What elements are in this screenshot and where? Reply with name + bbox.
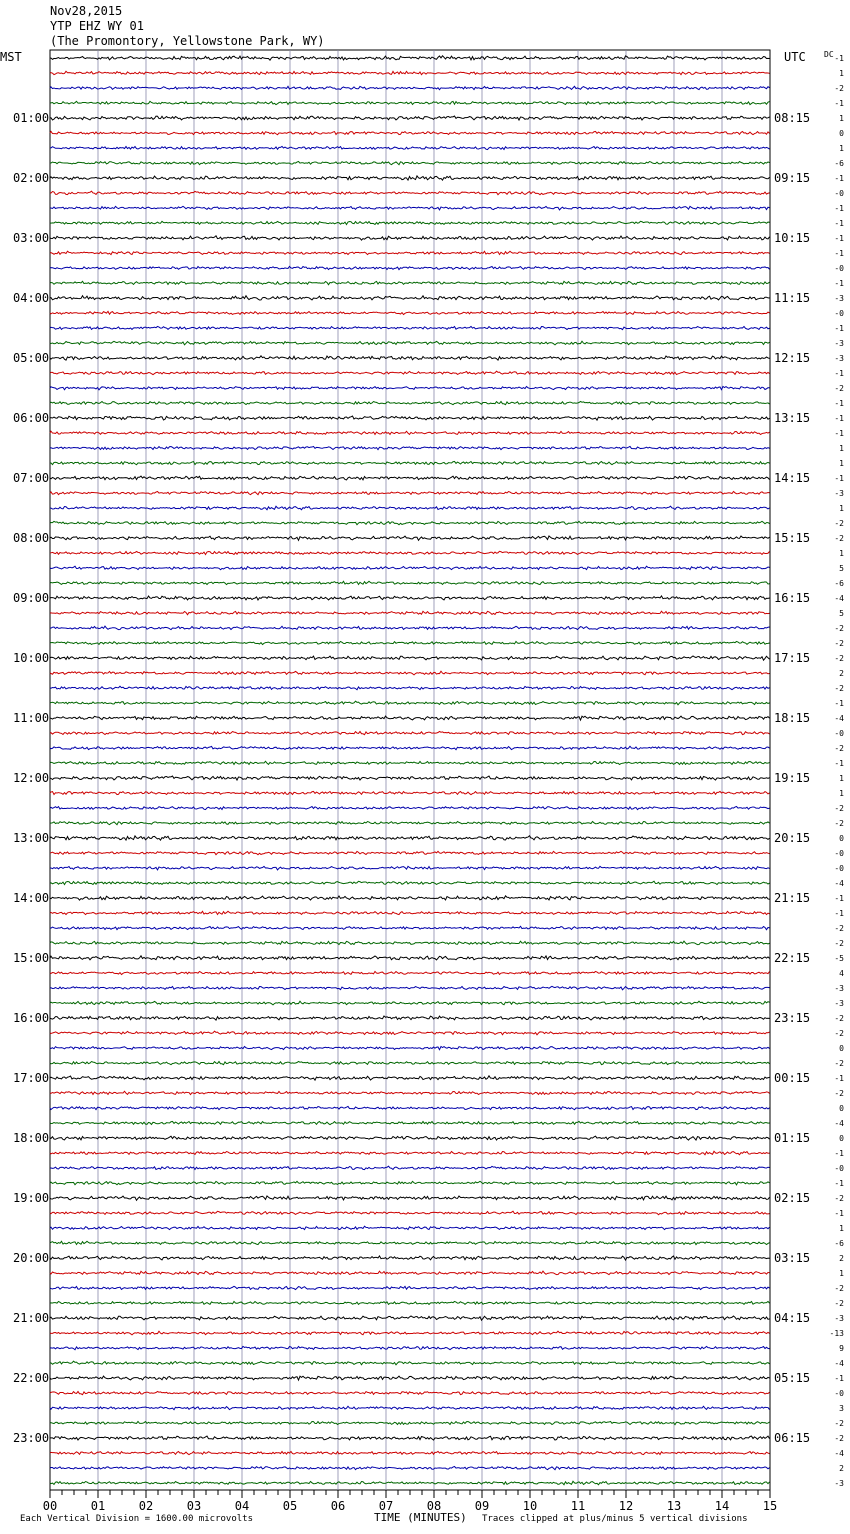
seismic-trace xyxy=(50,56,770,60)
dc-offset-label: 4 xyxy=(839,969,844,978)
dc-offset-label: -3 xyxy=(834,354,844,363)
seismic-trace xyxy=(50,1196,770,1200)
dc-offset-label: -13 xyxy=(829,1329,844,1338)
hour-label-mst: 02:00 xyxy=(13,171,50,185)
seismic-trace xyxy=(50,866,770,870)
seismic-trace xyxy=(50,1331,770,1335)
seismic-trace xyxy=(50,986,770,989)
dc-offset-label: 1 xyxy=(839,114,844,123)
dc-offset-label: -2 xyxy=(834,519,844,528)
seismic-trace xyxy=(50,926,770,929)
seismic-trace xyxy=(50,1301,770,1304)
hour-label-mst: 16:00 xyxy=(13,1011,50,1025)
seismic-trace xyxy=(50,446,770,449)
hour-label-utc: 13:15 xyxy=(774,411,811,425)
dc-offset-label: 1 xyxy=(839,549,844,558)
dc-offset-label: -2 xyxy=(834,1194,844,1203)
hour-label-utc: 21:15 xyxy=(774,891,811,905)
hour-label-utc: 05:15 xyxy=(774,1371,811,1385)
seismic-trace xyxy=(50,1046,770,1049)
dc-offset-label: -2 xyxy=(834,624,844,633)
dc-offset-label: -2 xyxy=(834,84,844,93)
dc-offset-label: -3 xyxy=(834,1314,844,1323)
hour-label-utc: 15:15 xyxy=(774,531,811,545)
dc-offset-label: 1 xyxy=(839,1269,844,1278)
seismic-trace xyxy=(50,807,770,810)
seismic-trace xyxy=(50,851,770,854)
dc-offset-label: -3 xyxy=(834,339,844,348)
seismic-trace xyxy=(50,1031,770,1035)
dc-offset-label: 5 xyxy=(839,609,844,618)
location-label: (The Promontory, Yellowstone Park, WY) xyxy=(50,34,325,48)
seismic-trace xyxy=(50,1016,770,1020)
dc-offset-label: -1 xyxy=(834,234,844,243)
dc-offset-label: -2 xyxy=(834,939,844,948)
dc-offset-label: -1 xyxy=(834,429,844,438)
dc-offset-label: 2 xyxy=(839,1464,844,1473)
seismic-trace xyxy=(50,401,770,404)
dc-offset-label: 5 xyxy=(839,564,844,573)
x-tick-label: 06 xyxy=(330,1499,346,1513)
dc-offset-label: -1 xyxy=(834,249,844,258)
seismic-trace xyxy=(50,476,770,480)
hour-label-mst: 10:00 xyxy=(13,651,50,665)
seismic-trace xyxy=(50,146,770,149)
hour-label-utc: 04:15 xyxy=(774,1311,811,1325)
x-tick-label: 13 xyxy=(666,1499,682,1513)
seismic-trace xyxy=(50,101,770,104)
seismic-trace xyxy=(50,251,770,254)
dc-offset-label: -0 xyxy=(834,189,844,198)
mst-label: MST xyxy=(0,50,22,64)
seismic-trace xyxy=(50,611,770,615)
seismic-trace xyxy=(50,1421,770,1424)
seismic-trace xyxy=(50,596,770,600)
dc-offset-label: -1 xyxy=(834,54,844,63)
seismic-trace xyxy=(50,1121,770,1124)
seismic-trace xyxy=(50,386,770,389)
dc-offset-label: -4 xyxy=(834,1359,844,1368)
dc-offset-label: -2 xyxy=(834,1284,844,1293)
dc-offset-label: 0 xyxy=(839,834,844,843)
seismic-trace xyxy=(50,701,770,705)
dc-offset-label: -1 xyxy=(834,1074,844,1083)
hour-label-mst: 03:00 xyxy=(13,231,50,245)
seismic-trace xyxy=(50,1361,770,1365)
hour-label-mst: 14:00 xyxy=(13,891,50,905)
seismic-trace xyxy=(50,191,770,194)
seismic-trace xyxy=(50,686,770,690)
hour-label-mst: 21:00 xyxy=(13,1311,50,1325)
dc-offset-label: -0 xyxy=(834,264,844,273)
hour-label-mst: 18:00 xyxy=(13,1131,50,1145)
seismic-trace xyxy=(50,1467,770,1470)
hour-label-mst: 07:00 xyxy=(13,471,50,485)
dc-offset-label: 1 xyxy=(839,774,844,783)
dc-offset-label: 1 xyxy=(839,459,844,468)
seismic-trace xyxy=(50,821,770,824)
seismic-trace xyxy=(50,911,770,914)
seismic-trace xyxy=(50,506,770,510)
x-axis-title: TIME (MINUTES) xyxy=(374,1511,467,1524)
seismic-trace xyxy=(50,521,770,524)
dc-offset-label: -0 xyxy=(834,729,844,738)
dc-offset-label: -1 xyxy=(834,414,844,423)
seismic-trace xyxy=(50,1151,770,1154)
dc-offset-label: -0 xyxy=(834,309,844,318)
seismic-trace xyxy=(50,221,770,224)
dc-offset-label: -4 xyxy=(834,1449,844,1458)
utc-label: UTC xyxy=(784,50,806,64)
dc-offset-label: -4 xyxy=(834,594,844,603)
x-tick-label: 09 xyxy=(474,1499,490,1513)
hour-label-mst: 17:00 xyxy=(13,1071,50,1085)
hour-label-utc: 20:15 xyxy=(774,831,811,845)
seismic-trace xyxy=(50,941,770,944)
date-label: Nov28,2015 xyxy=(50,4,123,18)
dc-offset-label: -1 xyxy=(834,1209,844,1218)
x-tick-label: 14 xyxy=(714,1499,730,1513)
dc-offset-label: -0 xyxy=(834,864,844,873)
dc-offset-label: 0 xyxy=(839,1044,844,1053)
dc-offset-label: -1 xyxy=(834,1179,844,1188)
dc-offset-label: -3 xyxy=(834,294,844,303)
dc-offset-label: -1 xyxy=(834,1149,844,1158)
hour-label-mst: 13:00 xyxy=(13,831,50,845)
seismic-trace xyxy=(50,581,770,584)
seismic-trace xyxy=(50,266,770,269)
hour-label-utc: 23:15 xyxy=(774,1011,811,1025)
seismic-trace xyxy=(50,1211,770,1215)
dc-offset-label: -1 xyxy=(834,279,844,288)
seismic-trace xyxy=(50,356,770,360)
seismic-trace xyxy=(50,371,770,374)
dc-offset-label: 2 xyxy=(839,1254,844,1263)
dc-offset-label: -2 xyxy=(834,924,844,933)
seismic-trace xyxy=(50,1166,770,1169)
dc-offset-label: -0 xyxy=(834,849,844,858)
hour-label-utc: 09:15 xyxy=(774,171,811,185)
seismic-trace xyxy=(50,731,770,734)
seismic-trace xyxy=(50,896,770,900)
seismic-trace xyxy=(50,1346,770,1349)
dc-offset-label: -1 xyxy=(834,699,844,708)
hour-label-utc: 19:15 xyxy=(774,771,811,785)
dc-offset-label: -1 xyxy=(834,1374,844,1383)
x-tick-label: 02 xyxy=(138,1499,154,1513)
x-tick-label: 08 xyxy=(426,1499,442,1513)
hour-label-utc: 02:15 xyxy=(774,1191,811,1205)
dc-offset-label: -2 xyxy=(834,1059,844,1068)
seismic-trace xyxy=(50,491,770,494)
dc-offset-label: 1 xyxy=(839,69,844,78)
dc-offset-label: 1 xyxy=(839,444,844,453)
x-tick-label: 15 xyxy=(762,1499,778,1513)
hour-label-utc: 12:15 xyxy=(774,351,811,365)
seismic-trace xyxy=(50,641,770,644)
dc-offset-label: -2 xyxy=(834,384,844,393)
dc-offset-label: -4 xyxy=(834,1119,844,1128)
hour-label-utc: 18:15 xyxy=(774,711,811,725)
seismic-trace xyxy=(50,1451,770,1454)
seismic-trace xyxy=(50,956,770,960)
dc-offset-label: -3 xyxy=(834,1479,844,1488)
clip-note: Traces clipped at plus/minus 5 vertical divisions xyxy=(482,1514,748,1524)
scale-note: Each Vertical Division = 1600.00 microvolts xyxy=(20,1514,253,1524)
seismic-trace xyxy=(50,1376,770,1380)
hour-label-mst: 12:00 xyxy=(13,771,50,785)
x-tick-label: 10 xyxy=(522,1499,538,1513)
seismic-trace xyxy=(50,71,770,74)
seismic-trace xyxy=(50,1091,770,1094)
dc-offset-label: -1 xyxy=(834,909,844,918)
dc-offset-label: -0 xyxy=(834,1389,844,1398)
dc-offset-label: 9 xyxy=(839,1344,844,1353)
seismic-trace xyxy=(50,1076,770,1080)
dc-offset-label: -1 xyxy=(834,894,844,903)
hour-label-mst: 06:00 xyxy=(13,411,50,425)
seismic-trace xyxy=(50,1286,770,1289)
dc-offset-label: 1 xyxy=(839,789,844,798)
seismic-trace xyxy=(50,1226,770,1229)
hour-label-utc: 16:15 xyxy=(774,591,811,605)
seismic-trace xyxy=(50,791,770,794)
dc-offset-label: -1 xyxy=(834,474,844,483)
hour-label-mst: 01:00 xyxy=(13,111,50,125)
dc-offset-label: -0 xyxy=(834,1164,844,1173)
hour-label-utc: 06:15 xyxy=(774,1431,811,1445)
seismic-trace xyxy=(50,536,770,540)
seismic-trace xyxy=(50,746,770,749)
hour-label-mst: 04:00 xyxy=(13,291,50,305)
dc-offset-label: -3 xyxy=(834,999,844,1008)
seismic-trace xyxy=(50,971,770,974)
hour-label-utc: 14:15 xyxy=(774,471,811,485)
dc-offset-label: 1 xyxy=(839,504,844,513)
seismic-trace xyxy=(50,656,770,660)
dc-offset-label: -2 xyxy=(834,1029,844,1038)
seismic-trace xyxy=(50,566,770,570)
seismic-trace xyxy=(50,1271,770,1274)
seismic-trace xyxy=(50,671,770,675)
dc-offset-label: -2 xyxy=(834,534,844,543)
x-tick-label: 03 xyxy=(186,1499,202,1513)
dc-offset-label: -2 xyxy=(834,1434,844,1443)
x-tick-label: 04 xyxy=(234,1499,250,1513)
seismic-trace xyxy=(50,1391,770,1394)
seismic-trace xyxy=(50,776,770,780)
x-tick-label: 11 xyxy=(570,1499,586,1513)
seismic-trace xyxy=(50,296,770,300)
dc-offset-label: -2 xyxy=(834,654,844,663)
seismic-trace xyxy=(50,1406,770,1409)
x-tick-label: 00 xyxy=(42,1499,58,1513)
dc-label: DC xyxy=(824,50,834,59)
hour-label-utc: 11:15 xyxy=(774,291,811,305)
hour-label-mst: 20:00 xyxy=(13,1251,50,1265)
seismic-trace xyxy=(50,626,770,629)
hour-label-utc: 08:15 xyxy=(774,111,811,125)
seismic-trace xyxy=(50,881,770,884)
dc-offset-label: 1 xyxy=(839,1224,844,1233)
dc-offset-label: -1 xyxy=(834,99,844,108)
dc-offset-label: 3 xyxy=(839,1404,844,1413)
seismic-trace xyxy=(50,281,770,284)
hour-label-mst: 09:00 xyxy=(13,591,50,605)
seismic-trace xyxy=(50,1436,770,1440)
seismic-trace xyxy=(50,176,770,180)
dc-offset-label: -6 xyxy=(834,159,844,168)
seismic-trace xyxy=(50,431,770,434)
dc-offset-label: 1 xyxy=(839,144,844,153)
hour-label-mst: 08:00 xyxy=(13,531,50,545)
seismic-trace xyxy=(50,116,770,120)
x-tick-label: 12 xyxy=(618,1499,634,1513)
seismic-trace xyxy=(50,1181,770,1185)
seismic-trace xyxy=(50,1241,770,1244)
dc-offset-label: -2 xyxy=(834,1014,844,1023)
hour-label-utc: 01:15 xyxy=(774,1131,811,1145)
dc-offset-label: 0 xyxy=(839,129,844,138)
dc-offset-label: -2 xyxy=(834,744,844,753)
hour-label-mst: 11:00 xyxy=(13,711,50,725)
hour-label-mst: 05:00 xyxy=(13,351,50,365)
seismic-trace xyxy=(50,236,770,240)
hour-label-utc: 22:15 xyxy=(774,951,811,965)
dc-offset-label: -3 xyxy=(834,984,844,993)
hour-label-mst: 15:00 xyxy=(13,951,50,965)
dc-offset-label: -1 xyxy=(834,759,844,768)
seismic-trace xyxy=(50,326,770,329)
seismic-trace xyxy=(50,551,770,554)
dc-offset-label: -6 xyxy=(834,1239,844,1248)
hour-label-mst: 22:00 xyxy=(13,1371,50,1385)
dc-offset-label: -4 xyxy=(834,879,844,888)
seismic-trace xyxy=(50,1136,770,1140)
seismic-trace xyxy=(50,1001,770,1005)
seismic-trace xyxy=(50,836,770,840)
hour-label-utc: 00:15 xyxy=(774,1071,811,1085)
dc-offset-label: -2 xyxy=(834,684,844,693)
dc-offset-label: 0 xyxy=(839,1104,844,1113)
dc-offset-label: 2 xyxy=(839,669,844,678)
x-tick-label: 07 xyxy=(378,1499,394,1513)
dc-offset-label: -2 xyxy=(834,1299,844,1308)
dc-offset-label: -1 xyxy=(834,399,844,408)
seismic-trace xyxy=(50,341,770,345)
hour-label-mst: 23:00 xyxy=(13,1431,50,1445)
dc-offset-label: -1 xyxy=(834,324,844,333)
station-label: YTP EHZ WY 01 xyxy=(50,19,144,33)
dc-offset-label: -1 xyxy=(834,204,844,213)
seismic-trace xyxy=(50,206,770,210)
hour-label-utc: 10:15 xyxy=(774,231,811,245)
seismic-trace xyxy=(50,131,770,134)
seismic-trace xyxy=(50,1106,770,1109)
seismic-trace xyxy=(50,1316,770,1320)
dc-offset-label: -3 xyxy=(834,489,844,498)
hour-label-mst: 19:00 xyxy=(13,1191,50,1205)
hour-label-utc: 17:15 xyxy=(774,651,811,665)
dc-offset-label: -1 xyxy=(834,369,844,378)
x-tick-label: 01 xyxy=(90,1499,106,1513)
dc-offset-label: -2 xyxy=(834,819,844,828)
seismic-trace xyxy=(50,461,770,464)
dc-offset-label: -2 xyxy=(834,1089,844,1098)
dc-offset-label: -5 xyxy=(834,954,844,963)
dc-offset-label: 0 xyxy=(839,1134,844,1143)
seismic-trace xyxy=(50,1061,770,1064)
seismic-trace xyxy=(50,311,770,314)
hour-label-utc: 03:15 xyxy=(774,1251,811,1265)
seismic-trace xyxy=(50,1481,770,1484)
x-tick-label: 05 xyxy=(282,1499,298,1513)
seismic-trace xyxy=(50,1256,770,1260)
dc-offset-label: -1 xyxy=(834,219,844,228)
dc-offset-label: -1 xyxy=(834,174,844,183)
seismic-trace xyxy=(50,416,770,420)
seismic-trace xyxy=(50,86,770,89)
seismic-trace xyxy=(50,162,770,165)
dc-offset-label: -2 xyxy=(834,639,844,648)
dc-offset-label: -2 xyxy=(834,804,844,813)
dc-offset-label: -6 xyxy=(834,579,844,588)
seismic-trace xyxy=(50,716,770,720)
dc-offset-label: -2 xyxy=(834,1419,844,1428)
dc-offset-label: -4 xyxy=(834,714,844,723)
seismic-trace xyxy=(50,761,770,764)
